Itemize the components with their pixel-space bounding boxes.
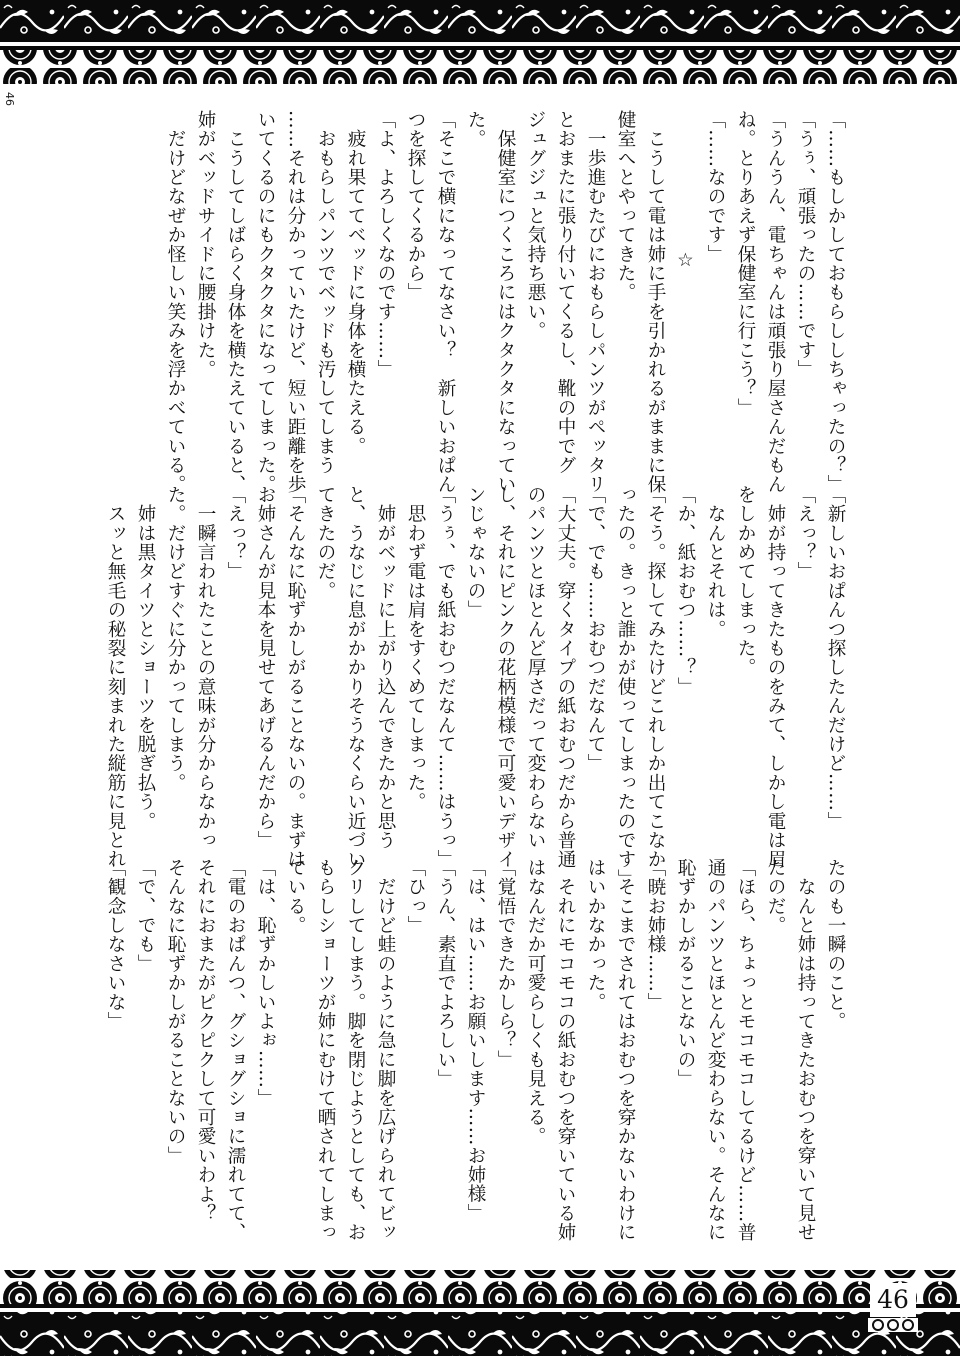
text-line: ジュグジュと気持ち悪い。	[525, 110, 546, 341]
text-line: 「は、恥ずかしいよぉ……」	[255, 858, 276, 1108]
text-line: それにおまたがピクピクして可愛いわよ？	[195, 858, 216, 1223]
text-line: ている。	[285, 858, 306, 935]
text-line: もらしショーツが姉にむけて晒されてしまっ	[315, 858, 336, 1242]
text-line: 「電のおぱんつ、グショグショに濡れてて、	[225, 858, 246, 1242]
text-line: ンじゃないの」	[465, 485, 486, 620]
text-line: ったの。きっと誰かが使ってしまったのです」	[615, 485, 636, 889]
text-line: おもらしパンツでベッドも汚してしまう	[315, 110, 336, 475]
text-line: 「うぅ、頑張ったの……です」	[795, 110, 816, 379]
text-line: 「うぅ、でも紙おむつだなんて……はうっ」	[435, 485, 456, 869]
text-line: こうしてしばらく身体を横たえていると、	[225, 110, 246, 494]
text-line: 姉は黒タイツとショーツを脱ぎ払う。	[135, 485, 156, 831]
text-line: のパンツとほとんど厚さだって変わらない	[525, 485, 546, 850]
text-line: 思わず電は肩をすくめてしまった。	[405, 485, 426, 812]
text-line: た。だけどすぐに分かってしまう。	[165, 485, 186, 793]
text-line: 「えっ？」	[795, 485, 816, 581]
text-line: 「暁お姉様……」	[645, 858, 666, 1012]
bottom-lace-border	[0, 1244, 960, 1356]
text-line: 「えっ？」	[225, 485, 246, 581]
text-line: スッと無毛の秘裂に刻まれた縦筋に見とれ	[105, 485, 126, 869]
text-line: 通のパンツとほとんど変わらない。そんなに	[705, 858, 726, 1242]
text-line: つを探してくるから」	[405, 110, 426, 302]
text-line: 「……なのです」	[705, 110, 726, 264]
page-number: 46	[870, 1283, 916, 1317]
text-line: とおまたに張り付いてくるし、靴の中でグ	[555, 110, 576, 475]
text-block-2	[105, 485, 850, 889]
text-line: いてくるのにもクタクタになってしまった。	[255, 110, 276, 494]
text-line: はなんだか可愛らしくも見える。	[525, 858, 546, 1146]
text-line: をしかめてしまった。	[735, 485, 756, 677]
text-line: そんなに恥ずかしがることないの」	[165, 858, 186, 1166]
text-line: 「そんなに恥ずかしがることないの。まずは	[285, 485, 306, 869]
text-line: なんと姉は持ってきたおむつを穿いて見せ	[795, 858, 816, 1242]
text-line: 「は、はい……お願いします……お姉様」	[465, 858, 486, 1223]
text-line: 「ほら、ちょっとモコモコしてるけど……普	[735, 858, 756, 1242]
scene-break-star: ☆	[675, 250, 696, 272]
text-line: し、それにピンクの花柄模様で可愛いデザイ	[495, 485, 516, 869]
text-line: 姉が持ってきたものをみて、しかし電は眉	[765, 485, 786, 869]
text-line: こうして電は姉に手を引かれるがままに保	[645, 110, 666, 494]
text-line: 一瞬言われたことの意味が分からなかっ	[195, 485, 216, 850]
top-lace-border	[0, 0, 960, 112]
text-line: 「で、でも……おむつだなんて」	[585, 485, 606, 773]
text-line: 姉がベッドサイドに腰掛けた。	[195, 110, 216, 379]
text-line: と、うなじに息がかかりそうなくらい近づい	[345, 485, 366, 869]
text-line: たのも一瞬のこと。	[825, 858, 846, 1031]
text-line: ね。とりあえず保健室に行こう？」	[735, 110, 756, 418]
text-line: お姉さんが見本を見せてあげるんだから」	[255, 485, 276, 850]
text-line: 一歩進むたびにおもらしパンツがペッタリ	[585, 110, 606, 494]
text-line: た。	[465, 110, 486, 149]
text-line: 「新しいおぱんつ探したんだけど……」	[825, 485, 846, 831]
bottom-lace-ornament	[0, 1244, 960, 1356]
text-line: だけど蛙のように急に脚を広げられてビッ	[375, 858, 396, 1242]
text-line: 「よ、よろしくなのです……」	[375, 110, 396, 379]
page-number-dots-ornament	[868, 1318, 918, 1332]
text-line: 「……もしかしておもらししちゃったの？」	[825, 110, 846, 494]
text-line: 「そこで横になってなさい？ 新しいおぱん	[435, 110, 456, 494]
top-lace-ornament	[0, 0, 960, 112]
text-line: ……それは分かっていたけど、短い距離を歩	[285, 110, 306, 494]
text-line: 姉がベッドに上がり込んできたかと思う	[375, 485, 396, 850]
text-block-1	[110, 110, 850, 494]
text-line: 「ひっ」	[405, 858, 426, 935]
text-line: はいかなかった。	[585, 858, 606, 1012]
text-line: 「大丈夫。穿くタイプの紙おむつだから普通	[555, 485, 576, 869]
text-line: そこまでされてはおむつを穿かないわけに	[615, 858, 636, 1242]
text-line: 疲れ果ててベッドに身体を横たえる。	[345, 110, 366, 456]
text-line: てきたのだ。	[315, 485, 336, 601]
text-block-3	[105, 858, 850, 1242]
text-line: だけどなぜか怪しい笑みを浮かべている。	[165, 110, 186, 494]
text-line: 「うんうん、電ちゃんは頑張り屋さんだもん	[765, 110, 786, 494]
text-line: なんとそれは。	[705, 485, 726, 639]
text-line: 保健室につくころにはクタクタになってい	[495, 110, 516, 494]
text-line: 健室へとやってきた。	[615, 110, 636, 302]
text-line: 「うん、素直でよろしい」	[435, 858, 456, 1089]
text-line: 恥ずかしがることないの」	[675, 858, 696, 1089]
text-line: それにモコモコの紙おむつを穿いている姉	[555, 858, 576, 1242]
text-line: 「覚悟できたかしら？」	[495, 858, 516, 1070]
text-line: 「そう。探してみたけどこれしか出てこなか	[645, 485, 666, 869]
text-line: 「か、紙おむつ……？」	[675, 485, 696, 697]
text-line: 「で、でも」	[135, 858, 156, 974]
text-line: 「観念しなさいな」	[105, 858, 126, 1031]
side-folio: 46	[3, 92, 16, 106]
text-line: クリしてしまう。脚を閉じようとしても、お	[345, 858, 366, 1242]
text-line: たのだ。	[765, 858, 786, 935]
